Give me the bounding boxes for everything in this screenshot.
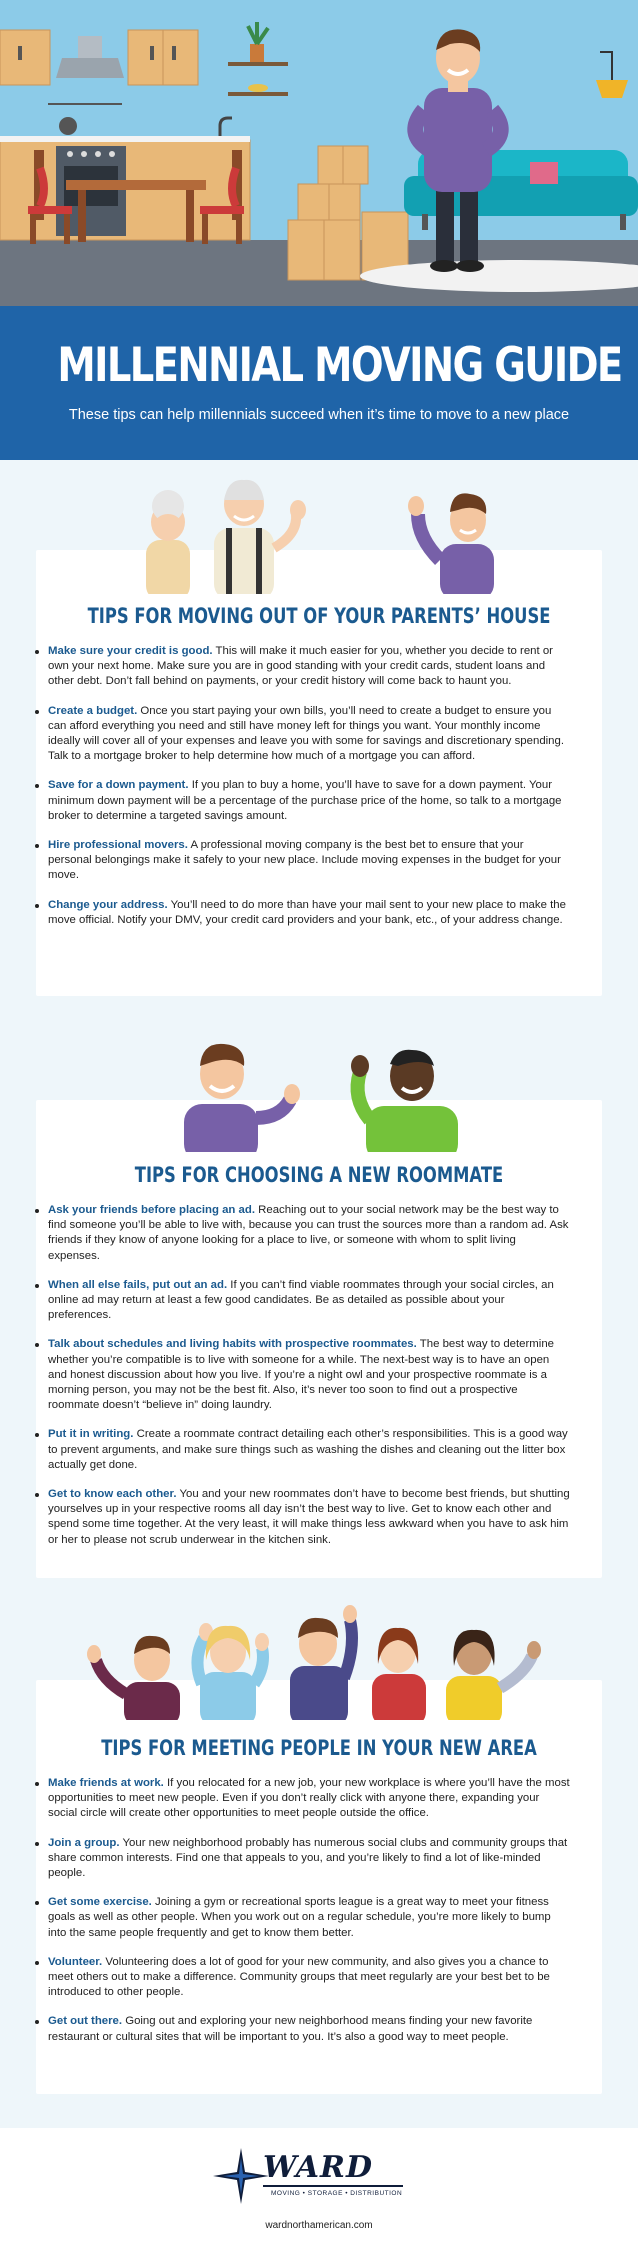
list-item	[48, 898, 570, 928]
tip-body: Volunteering does a lot of good for your new community, and also gives you a chance to meet others out to make a difference. Community groups that meet regularly are your best bet to be introduced to other people.	[48, 1955, 550, 1999]
group-waving-illustration	[0, 1590, 638, 1720]
list-item	[48, 1955, 570, 2001]
tip-body: Reaching out to your social network may be the best way to find someone you’ll be able to live with, because you can trust the sources more than a random ad. Ask friends if they know of anyone looking for a place to live, or someone with whom to split living expenses.	[48, 1204, 569, 1262]
tip-heading: Create a budget.	[48, 704, 138, 717]
list-item	[48, 1487, 570, 1548]
tip-body: You and your new roommates don’t have to become best friends, but shutting yourselves up in your respective rooms all day isn’t the best way to live. Get to know each other and spend some time together. At the very least, it will make things less awkward when you have to ask him or her to please not scrub underwear in the kitchen sink.	[48, 1488, 570, 1546]
tip-body: If you plan to buy a home, you’ll have to save for a down payment. Your minimum down payment will be a percentage of the purchase price of the home, so talk to a mortgage broker to determine a targeted savings amount.	[48, 779, 562, 822]
hero-illustration	[0, 0, 638, 306]
section-title-roommate: TIPS FOR CHOOSING A NEW ROOMMATE	[134, 1163, 504, 1187]
footer	[0, 2128, 638, 2252]
tip-heading: When all else fails, put out an ad.	[48, 1278, 228, 1291]
ward-logo[interactable]	[213, 2146, 413, 2206]
tip-heading: Hire professional movers.	[48, 839, 188, 852]
list-item	[48, 778, 570, 824]
tip-heading: Change your address.	[48, 898, 168, 911]
tip-body: You’ll need to do more than have your mail sent to your new place to make the move official. Notify your DMV, your credit card providers and your bank, etc., of your address change.	[48, 898, 566, 926]
logo-tagline: MOVING • STORAGE • DISTRIBUTION	[271, 2190, 403, 2197]
tip-heading: Get some exercise.	[48, 1896, 152, 1909]
tip-body: A professional moving company is the best bet to ensure that your personal belongings make it safely to your new place. Include moving expenses in the budget for your move.	[48, 839, 561, 882]
section-title-meeting-people: TIPS FOR MEETING PEOPLE IN YOUR NEW AREA	[101, 1736, 537, 1760]
tip-heading: Get to know each other.	[48, 1488, 177, 1501]
list-item	[48, 1836, 570, 1882]
list-item	[48, 1337, 570, 1413]
page-title: MILLENNIAL MOVING GUIDE	[57, 338, 622, 393]
tips-list-parents-house	[48, 644, 570, 942]
kitchen-living-room-illustration	[0, 0, 638, 306]
list-item	[48, 1427, 570, 1473]
section-title-parents-house: TIPS FOR MOVING OUT OF YOUR PARENTS’ HOUSE	[87, 604, 551, 628]
family-waving-illustration	[0, 464, 638, 594]
list-item	[48, 1895, 570, 1941]
tip-body: This will make it much easier for you, whether you decide to rent or own your next home. Make sure you are in good standing with your credit cards, student loans and other debt. Don’t fall behind on payments, or your credit history will come back to haunt you.	[48, 645, 553, 688]
list-item	[48, 644, 570, 690]
tip-heading: Make sure your credit is good.	[48, 645, 213, 657]
tip-body: Create a roommate contract detailing each other’s responsibilities. This is a good way to prevent arguments, and make sure things such as washing the dishes and cleaning out the litter box actually get done.	[48, 1428, 568, 1471]
tip-heading: Make friends at work.	[48, 1777, 164, 1789]
tip-heading: Talk about schedules and living habits with prospective roommates.	[48, 1338, 417, 1351]
tip-heading: Ask your friends before placing an ad.	[48, 1204, 255, 1216]
tip-heading: Get out there.	[48, 2015, 123, 2028]
page-subtitle: These tips can help millennials succeed when it’s time to move to a new place	[68, 407, 570, 423]
list-item	[48, 1278, 570, 1324]
list-item	[48, 838, 570, 884]
logo-wordmark: WARD	[263, 2150, 373, 2185]
tip-body: Joining a gym or recreational sports league is a great way to meet your fitness goals as well as other people. When you work out on a regular schedule, you’re more likely to bump into the same people frequently and get to know them better.	[48, 1896, 551, 1939]
tip-body: Once you start paying your own bills, you’ll need to create a budget to ensure you can afford everything you need and still have money left for things you want. Your monthly income ideally will cover all of your expenses and leave you with some for savings and discretionary spending. Talk to a mortgage broker to help determine how much of a mortgage you can afford.	[48, 704, 565, 763]
list-item	[48, 704, 570, 765]
list-item	[48, 2014, 570, 2044]
list-item	[48, 1776, 570, 1822]
tip-heading: Save for a down payment.	[48, 779, 189, 792]
tip-heading: Join a group.	[48, 1836, 120, 1849]
compass-star-icon	[213, 2148, 269, 2204]
footer-url-link[interactable]: wardnorthamerican.com	[265, 2220, 373, 2231]
tip-heading: Volunteer.	[48, 1955, 103, 1968]
roommates-illustration	[0, 1022, 638, 1152]
logo-divider	[263, 2185, 403, 2187]
title-band	[0, 306, 638, 460]
list-item	[48, 1203, 570, 1264]
tip-body: The best way to determine whether you’re compatible is to live with someone for a while. The next-best way is to have an open and honest discussion about how you live. If you’re a night owl and your prospective roommate is a morning person, you may not be the best fit. Also, it’s never too soon to find out a prospective roommate doesn’t “believe in” doing laundry.	[48, 1338, 554, 1412]
tip-body: Going out and exploring your new neighborhood means finding your new favorite restaurant or cultural sites that will be important to you. It’s also a good way to meet people.	[48, 2015, 533, 2043]
tip-body: If you relocated for a new job, your new workplace is where you’ll have the most opportunities to meet new people. Even if you don’t really click with anyone there, expanding your social circle will create other opportunities to meet people outside the office.	[48, 1777, 570, 1820]
tip-body: If you can’t find viable roommates through your social circles, an online ad may return at least a few good candidates. Be as detailed as possible about your preferences.	[48, 1278, 554, 1322]
tips-list-meeting-people	[48, 1776, 570, 2059]
tip-heading: Put it in writing.	[48, 1428, 134, 1441]
tips-list-roommate	[48, 1203, 570, 1562]
tip-body: Your new neighborhood probably has numerous social clubs and community groups that share common interests. Find one that appeals to you, and you’re likely to find a lot of like-minded people.	[48, 1836, 568, 1880]
